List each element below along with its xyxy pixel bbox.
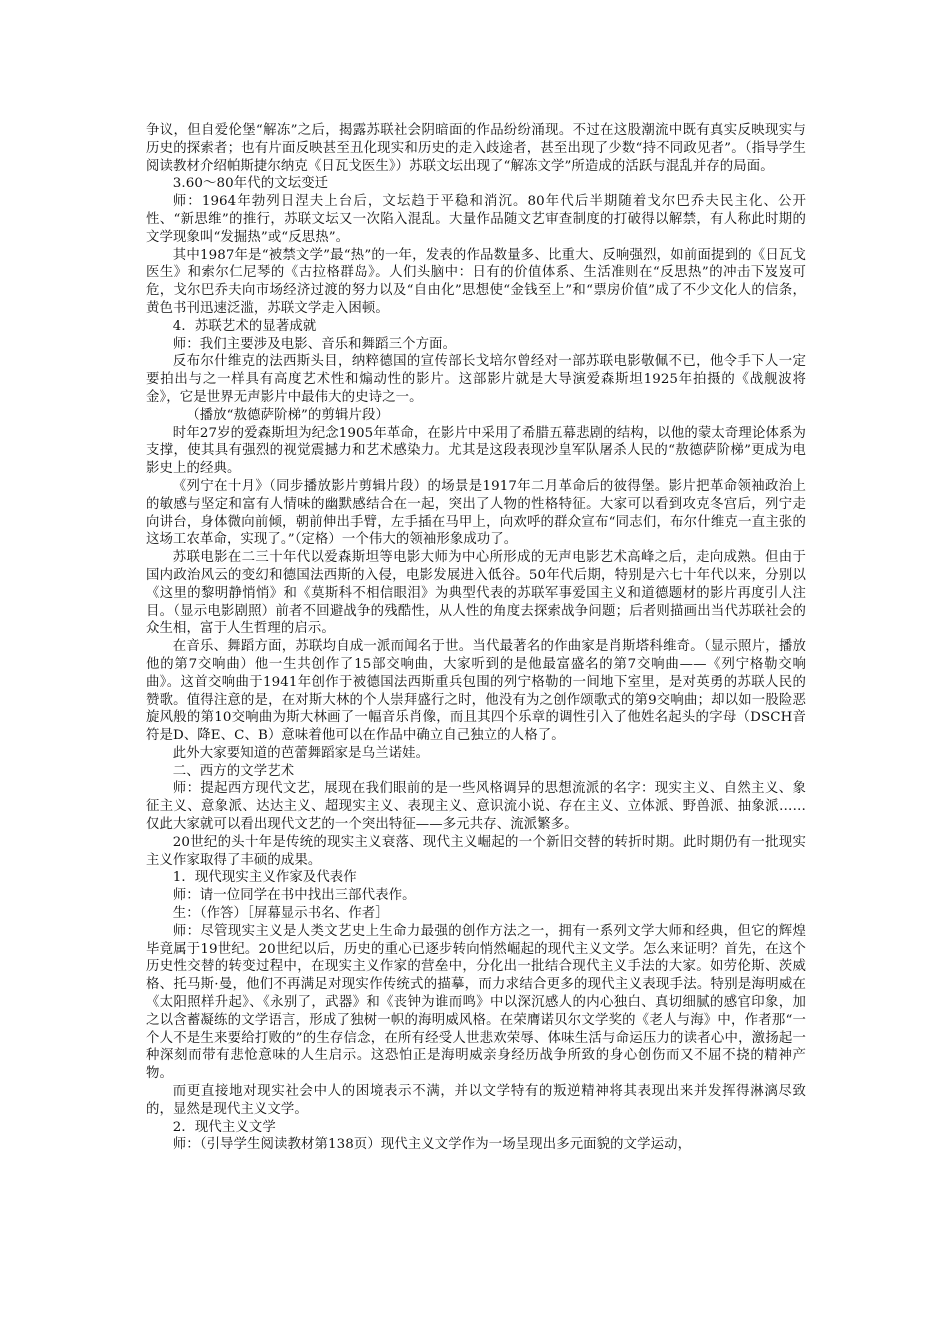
paragraph: 苏联电影在二三十年代以爱森斯坦等电影大师为中心所形成的无声电影艺术高峰之后，走向成熟。但由于国内政治风云的变幻和德国法西斯的入侵，电影发展进入低谷。50年代后期，特别是六七十年代以来，分别以《这里的黎明静悄悄》和《莫斯科不相信眼泪》为典型代表的苏联军事爱国主义和道德题材的影片再度引人注目。（显示电影剧照）前者不回避战争的残酷性，从人性的角度去探索战争问题；后者则描画出当代苏联社会的众生相，富于人生哲理的启示。	[146, 550, 806, 637]
paragraph: 其中1987年是“被禁文学”最“热”的一年，发表的作品数量多、比重大、反响强烈，如前面提到的《日瓦戈医生》和索尔仁尼琴的《古拉格群岛》。人们头脑中：日有的价值体系、生活准则在“反思热”的冲击下岌岌可危，戈尔巴乔夫向市场经济过渡的努力以及“自由化”思想使“金钱至上”和“票房价值”成了不少文化人的信条，黄色书刊迅速泛滥，苏联文学走入困顿。	[146, 247, 806, 316]
paragraph: 《列宁在十月》（同步播放影片剪辑片段）的场景是1917年二月革命后的彼得堡。影片把革命领袖政治上的敏感与坚定和富有人情味的幽默感结合在一起，突出了人物的性格特征。大家可以看到攻克冬宫后，列宁走向讲台，身体微向前倾，朝前伸出手臂，左手插在马甲上，向欢呼的群众宣布“同志们，布尔什维克一直主张的这场工农革命，实现了。”（定格）一个伟大的领袖形象成功了。	[146, 478, 806, 548]
section-heading-western-art: 二、西方的文学艺术	[172, 763, 295, 779]
paragraph: 师：1964年勃列日涅夫上台后，文坛趋于平稳和消沉。80年代后半期随着戈尔巴乔夫民主化、公开性、“新思维”的推行，苏联文坛又一次陷入混乱。大量作品随文艺审查制度的打破得以解禁，有人称此时期的文学现象叫“发掘热”或“反思热”。	[146, 194, 806, 245]
paragraph: 师：我们主要涉及电影、音乐和舞蹈三个方面。	[172, 336, 457, 352]
section-heading-soviet-art: 4．苏联艺术的显著成就	[172, 318, 317, 334]
paragraph: 反布尔什维克的法西斯头目，纳粹德国的宣传部长戈培尔曾经对一部苏联电影敬佩不已，他令手下人一定要拍出与之一样具有高度艺术性和煽动性的影片。这部影片就是大导演爱森斯坦1925年拍摄的《战舰波将金》，它是世界无声影片中最伟大的史诗之一。	[146, 354, 806, 405]
paragraph: 而更直接地对现实社会中人的困境表示不满，并以文学特有的叛逆精神将其表现出来并发挥得淋漓尽致的，显然是现代主义文学。	[146, 1084, 806, 1117]
stage-direction: （播放“敖德萨阶梯”的剪辑片段）	[186, 407, 389, 423]
section-heading-modernism: 2．现代主义文学	[172, 1119, 276, 1135]
paragraph: 时年27岁的爱森斯坦为纪念1905年革命，在影片中采用了希腊五幕悲剧的结构，以他的蒙太奇理论体系为支撑，使其具有强烈的视觉震撼力和艺术感染力。尤其是这段表现沙皇军队屠杀人民的“敖德萨阶梯”更成为电影史上的经典。	[146, 425, 806, 477]
section-heading-60-80s: 3.60～80年代的文坛变迁	[172, 176, 329, 192]
paragraph: 在音乐、舞蹈方面，苏联均自成一派而闻名于世。当代最著名的作曲家是肖斯塔科维奇。（显示照片，播放他的第7交响曲）他一生共创作了15部交响曲，大家听到的是他最富盛名的第7交响曲——《列宁格勒交响曲》。这首交响曲于1941年创作于被德国法西斯重兵包围的列宁格勒的一间地下室里，是对英勇的苏联人民的赞歌。值得注意的是，在对斯大林的个人崇拜盛行之时，他没有为之创作颂歌式的第9交响曲；却以如一股险恶旋风般的第10交响曲为斯大林画了一幅音乐肖像，而且其四个乐章的调性引入了他姓名起头的字母（DSCH音符是D、降E、C、B）意味着他可以在作品中确立自己独立的人格了。	[146, 639, 806, 744]
section-heading-modern-realism: 1．现代现实主义作家及代表作	[172, 870, 357, 886]
paragraph: 师：尽管现实主义是人类文艺史上生命力最强的创作方法之一，拥有一系列文学大师和经典，但它的辉煌毕竟属于19世纪。20世纪以后，历史的重心已逐步转向悄然崛起的现代主义文学。怎么来证明？首先，在这个历史性交替的转变过程中，在现实主义作家的营垒中，分化出一批结合现代主义手法的大家。如劳伦斯、茨威格、托马斯·曼，他们不再满足对现实作传统式的描摹，而力求结合更多的现代主义表现手法。特别是海明威在《太阳照样升起》、《永别了，武器》和《丧钟为谁而鸣》中以深沉感人的内心独白、真切细腻的感官印象，加之以含蓄凝练的文学语言，形成了独树一帜的海明威风格。在荣膺诺贝尔文学奖的《老人与海》中，作者那“一个人不是生来要给打败的”的生存信念，在所有经受人世悲欢荣辱、体味生活与命运压力的读者心中，激扬起一种深刻而带有悲怆意味的人生启示。这恐怕正是海明威亲身经历战争所致的身心创伤而又不屈不挠的精神产物。	[146, 923, 806, 1082]
paragraph: 师：（引导学生阅读教材第138页）现代主义文学作为一场呈现出多元面貌的文学运动，	[172, 1137, 692, 1153]
paragraph: 师：提起西方现代文艺，展现在我们眼前的是一些风格调异的思想流派的名字：现实主义、自然主义、象征主义、意象派、达达主义、超现实主义、表现主义、意识流小说、存在主义、立体派、野兽派、抽象派……仅此大家就可以看出现代文艺的一个突出特征——多元共存、流派繁多。	[146, 781, 806, 833]
paragraph-continuation: 争议，但自爱伦堡“解冻”之后，揭露苏联社会阴暗面的作品纷纷涌现。不过在这股潮流中既有真实反映现实与历史的探索者；也有片面反映甚至丑化现实和历史的走入歧途者，甚至出现了少数“持不同政见者”。（指导学生阅读教材介绍帕斯捷尔纳克《日瓦戈医生》）苏联文坛出现了“解冻文学”所造成的活跃与混乱并存的局面。	[146, 123, 806, 174]
paragraph: 此外大家要知道的芭蕾舞蹈家是乌兰诺娃。	[172, 745, 430, 761]
document-body	[146, 122, 806, 1154]
paragraph: 20世纪的头十年是传统的现实主义衰落、现代主义崛起的一个新旧交替的转折时期。此时期仍有一批现实主义作家取得了丰硕的成果。	[146, 834, 806, 868]
paragraph: 师：请一位同学在书中找出三部代表作。	[172, 888, 416, 904]
paragraph: 生：（作答）［屏幕显示书名、作者］	[172, 906, 389, 922]
